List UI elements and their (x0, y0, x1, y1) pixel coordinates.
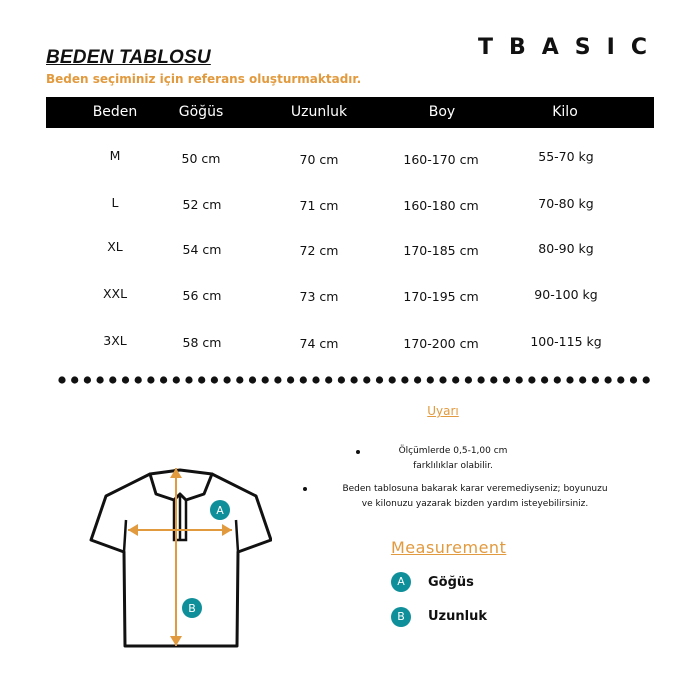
divider-dot (160, 376, 167, 383)
legend-label-uzunluk: Uzunluk (428, 609, 487, 624)
divider-dot (592, 376, 599, 383)
shirt-diagram-icon (88, 460, 272, 654)
table-cell: 170-200 cm (403, 336, 479, 351)
measurement-title: Measurement (391, 538, 507, 557)
divider-dot (198, 376, 205, 383)
column-header-kilo: Kilo (552, 104, 578, 120)
table-cell: 71 cm (299, 198, 339, 213)
warning-note-line: Ölçümlerde 0,5-1,00 cm (398, 446, 508, 456)
divider-dot (452, 376, 459, 383)
divider-dot (71, 376, 78, 383)
table-cell: XXL (102, 286, 128, 301)
table-cell: 160-170 cm (403, 152, 479, 167)
page-title: BEDEN TABLOSU (46, 47, 211, 68)
table-cell: 54 cm (182, 242, 222, 257)
table-cell: 70 cm (299, 152, 339, 167)
divider-dot (643, 376, 650, 383)
divider-dot (274, 376, 281, 383)
page-subtitle: Beden seçiminiz için referans oluşturmaktadır. (46, 72, 362, 86)
column-header-gogus: Göğüs (178, 104, 224, 120)
divider-dot (262, 376, 269, 383)
table-header (46, 97, 654, 128)
table-cell: 170-185 cm (403, 243, 479, 258)
divider-dot (630, 376, 637, 383)
divider-dot (478, 376, 485, 383)
table-cell: 72 cm (299, 243, 339, 258)
bullet-icon (356, 450, 360, 454)
table-cell: 70-80 kg (538, 196, 594, 211)
divider-dot (579, 376, 586, 383)
warning-note-1 (399, 444, 508, 474)
table-cell: 55-70 kg (538, 149, 594, 164)
table-cell: 58 cm (182, 335, 222, 350)
table-cell: 3XL (103, 333, 127, 348)
divider-dot (566, 376, 573, 383)
divider-dot (325, 376, 332, 383)
column-header-uzunluk: Uzunluk (290, 104, 348, 120)
divider-dot (185, 376, 192, 383)
divider-dot (236, 376, 243, 383)
divider-dot (224, 376, 231, 383)
divider-dot (439, 376, 446, 383)
divider-dot (312, 376, 319, 383)
table-cell: 50 cm (181, 151, 221, 166)
divider-dot (541, 376, 548, 383)
table-cell: 90-100 kg (534, 287, 598, 302)
table-cell: 160-180 cm (403, 198, 479, 213)
table-cell: 74 cm (299, 336, 339, 351)
warning-note-line: ve kilonuzu yazarak bizden yardım isteyebilirsiniz. (361, 499, 589, 509)
shirt-badge-b: B (188, 602, 196, 615)
divider-dot (554, 376, 561, 383)
bullet-icon (303, 487, 307, 491)
divider-dot (528, 376, 535, 383)
legend-label-gogus: Göğüs (428, 575, 474, 590)
divider-dot (287, 376, 294, 383)
divider-dot (58, 376, 65, 383)
divider-dot (135, 376, 142, 383)
brand-logo: TBASIC (478, 35, 663, 60)
table-cell: 73 cm (299, 289, 339, 304)
table-cell: L (111, 195, 119, 210)
divider-dot (173, 376, 180, 383)
divider-dot (351, 376, 358, 383)
column-header-boy: Boy (428, 104, 456, 120)
legend-badge-a: A (391, 572, 411, 592)
divider-dot (211, 376, 218, 383)
table-cell: 170-195 cm (403, 289, 479, 304)
table-cell: M (109, 148, 121, 163)
divider-dot (389, 376, 396, 383)
divider-dot (376, 376, 383, 383)
divider-dot (465, 376, 472, 383)
divider-dot (109, 376, 116, 383)
divider-dot (427, 376, 434, 383)
table-cell: 52 cm (182, 197, 222, 212)
dotted-divider (58, 374, 650, 386)
table-cell: XL (107, 239, 123, 254)
divider-dot (338, 376, 345, 383)
warning-title: Uyarı (427, 404, 459, 418)
table-cell: 100-115 kg (530, 334, 602, 349)
divider-dot (414, 376, 421, 383)
warning-note-2 (342, 482, 607, 512)
divider-dot (300, 376, 307, 383)
divider-dot (249, 376, 256, 383)
table-cell: 56 cm (182, 288, 222, 303)
divider-dot (605, 376, 612, 383)
divider-dot (97, 376, 104, 383)
divider-dot (617, 376, 624, 383)
column-header-beden: Beden (92, 104, 138, 120)
divider-dot (84, 376, 91, 383)
divider-dot (363, 376, 370, 383)
warning-note-line: farklılıklar olabilir. (413, 461, 493, 471)
legend-badge-b: B (391, 607, 411, 627)
divider-dot (503, 376, 510, 383)
shirt-badge-a: A (216, 504, 224, 517)
divider-dot (401, 376, 408, 383)
table-cell: 80-90 kg (538, 241, 594, 256)
divider-dot (147, 376, 154, 383)
divider-dot (122, 376, 129, 383)
divider-dot (490, 376, 497, 383)
warning-note-line: Beden tablosuna bakarak karar veremediyseniz; boyunuzu (342, 484, 608, 494)
divider-dot (516, 376, 523, 383)
